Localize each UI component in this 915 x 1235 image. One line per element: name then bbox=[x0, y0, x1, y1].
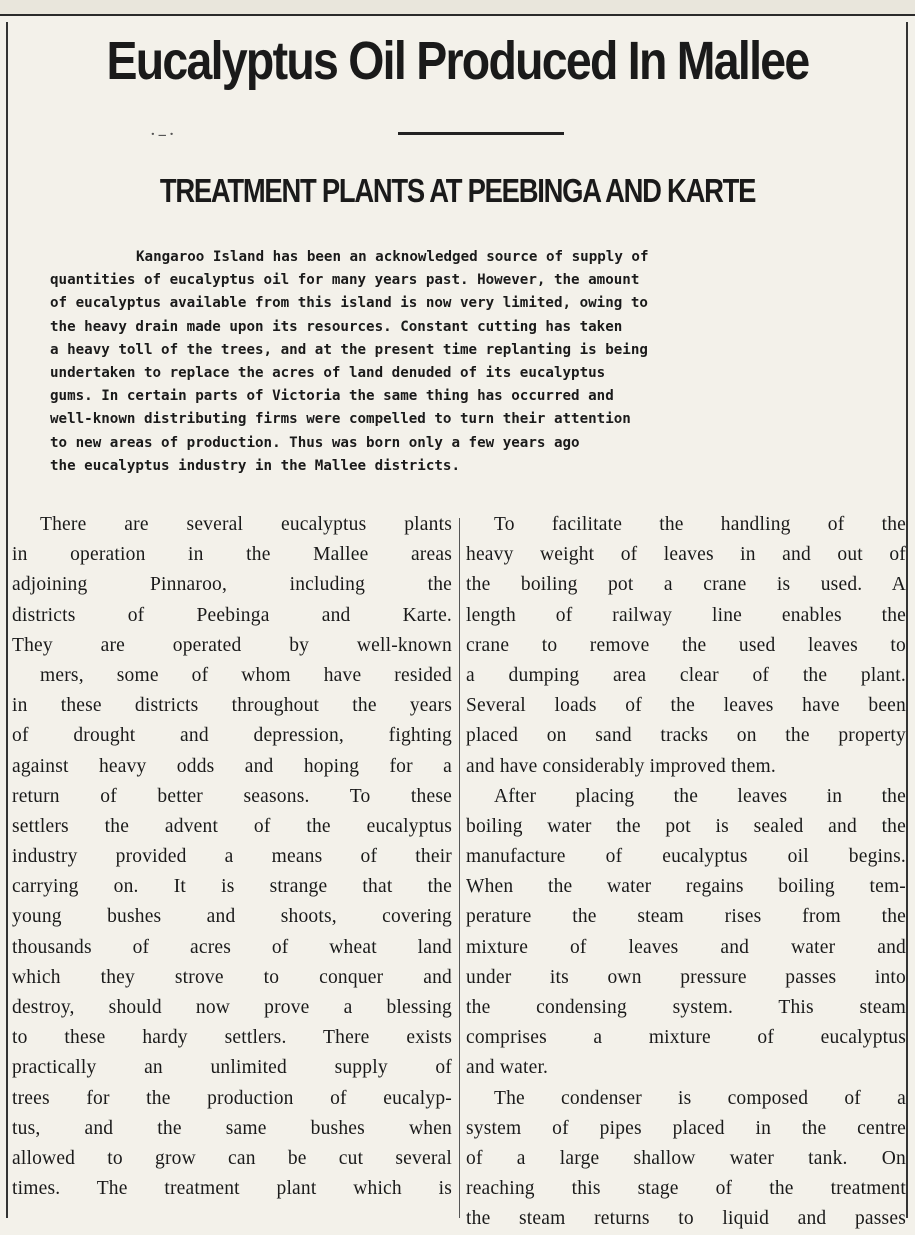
column-line: under its own pressure passes into bbox=[466, 966, 906, 988]
column-line: carrying on. It is strange that the bbox=[12, 876, 452, 898]
column-line: The condenser is composed of a bbox=[494, 1087, 906, 1109]
column-frame-right bbox=[906, 22, 908, 1218]
column-line: practically an unlimited supply of bbox=[12, 1057, 452, 1079]
column-line: comprises a mixture of eucalyptus bbox=[466, 1027, 906, 1049]
print-smudge: ·–· bbox=[150, 124, 177, 145]
column-line: Several loads of the leaves have been bbox=[466, 695, 906, 717]
column-line: in these districts throughout the years bbox=[12, 695, 452, 717]
column-line: To facilitate the handling of the bbox=[494, 514, 906, 535]
column-line: the condensing system. This steam bbox=[466, 997, 906, 1018]
column-line: When the water regains boiling tem- bbox=[466, 876, 906, 898]
column-line: return of better seasons. To these bbox=[12, 785, 452, 807]
body-column-right bbox=[466, 510, 906, 1235]
headline-divider bbox=[398, 132, 564, 135]
column-line: After placing the leaves in the bbox=[494, 785, 906, 807]
column-line: to these hardy settlers. There exists bbox=[12, 1027, 452, 1049]
article-headline: Eucalyptus Oil Produced In Mallee bbox=[106, 31, 809, 91]
column-line: trees for the production of eucalyp- bbox=[12, 1087, 452, 1109]
intro-line: Kangaroo Island has been an acknowledged source of supply of bbox=[136, 249, 649, 265]
column-line: reaching this stage of the treatment bbox=[466, 1178, 906, 1200]
article-subheadline: TREATMENT PLANTS AT PEEBINGA AND KARTE bbox=[159, 172, 756, 209]
column-line: in operation in the Mallee areas bbox=[12, 544, 452, 566]
column-line: settlers the advent of the eucalyptus bbox=[12, 815, 452, 837]
column-line: the steam returns to liquid and passes bbox=[466, 1208, 906, 1230]
column-line: of a large shallow water tank. On bbox=[466, 1147, 906, 1169]
intro-line: the eucalyptus industry in the Mallee districts. bbox=[50, 457, 460, 474]
intro-line: to new areas of production. Thus was born only a few years ago bbox=[50, 434, 580, 451]
column-line: tus, and the same bushes when bbox=[12, 1117, 452, 1139]
column-line: manufacture of eucalyptus oil begins. bbox=[466, 846, 906, 868]
column-line: mixture of leaves and water and bbox=[466, 936, 906, 958]
column-line: system of pipes placed in the centre bbox=[466, 1117, 906, 1139]
intro-line: undertaken to replace the acres of land denuded of its eucalyptus bbox=[50, 365, 606, 382]
intro-line: of eucalyptus available from this island is now very limited, owing to bbox=[50, 295, 648, 312]
column-line: boiling water the pot is sealed and the bbox=[466, 815, 906, 837]
column-line: times. The treatment plant which is bbox=[12, 1178, 452, 1200]
intro-line: well-known distributing firms were compelled to turn their attention bbox=[50, 411, 631, 428]
column-line: placed on sand tracks on the property bbox=[466, 725, 906, 747]
intro-line: a heavy toll of the trees, and at the present time replanting is being bbox=[50, 341, 648, 358]
column-line: There are several eucalyptus plants bbox=[40, 514, 452, 535]
column-line: and have considerably improved them. bbox=[466, 755, 776, 777]
column-frame-left bbox=[6, 22, 8, 1218]
column-line: mers, some of whom have resided bbox=[40, 664, 452, 686]
column-divider bbox=[459, 518, 460, 1218]
column-line: thousands of acres of wheat land bbox=[12, 936, 452, 958]
intro-line: gums. In certain parts of Victoria the same thing has occurred and bbox=[50, 388, 614, 405]
column-line: perature the steam rises from the bbox=[466, 906, 906, 928]
page-top-border bbox=[0, 0, 915, 16]
column-line: against heavy odds and hoping for a bbox=[12, 755, 452, 777]
column-line: which they strove to conquer and bbox=[12, 966, 452, 988]
column-line: of drought and depression, fighting bbox=[12, 725, 452, 747]
column-line: a dumping area clear of the plant. bbox=[466, 664, 906, 686]
intro-paragraph bbox=[50, 246, 870, 478]
column-line: adjoining Pinnaroo, including the bbox=[12, 574, 452, 596]
column-line: destroy, should now prove a blessing bbox=[12, 997, 452, 1018]
column-line: young bushes and shoots, covering bbox=[12, 906, 452, 928]
column-line: They are operated by well-known bbox=[12, 634, 452, 656]
column-line: the boiling pot a crane is used. A bbox=[466, 574, 906, 596]
column-line: allowed to grow can be cut several bbox=[12, 1147, 452, 1169]
column-line: districts of Peebinga and Karte. bbox=[12, 604, 452, 626]
intro-line: quantities of eucalyptus oil for many years past. However, the amount bbox=[50, 272, 640, 289]
column-line: industry provided a means of their bbox=[12, 846, 452, 868]
body-column-left bbox=[12, 510, 452, 1204]
column-line: length of railway line enables the bbox=[466, 604, 906, 626]
intro-line: the heavy drain made upon its resources. Constant cutting has taken bbox=[50, 318, 623, 335]
column-line: heavy weight of leaves in and out of bbox=[466, 544, 906, 566]
column-line: and water. bbox=[466, 1057, 549, 1079]
column-line: crane to remove the used leaves to bbox=[466, 634, 906, 656]
